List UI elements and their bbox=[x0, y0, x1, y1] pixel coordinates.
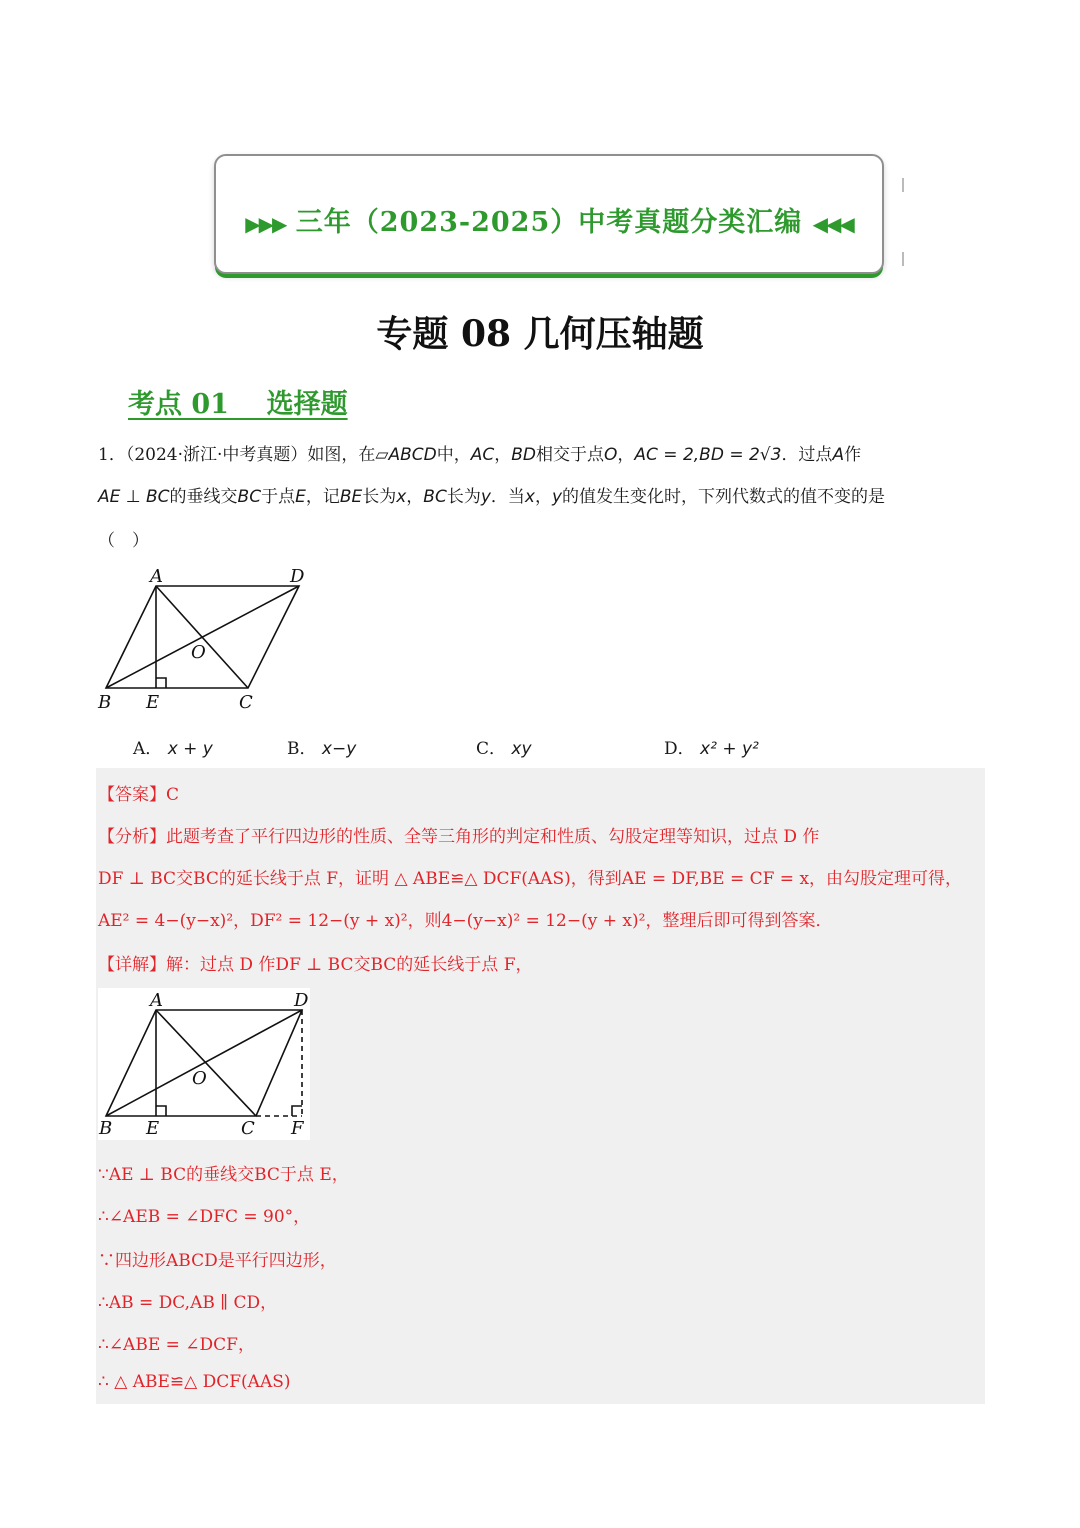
step-5: ∴∠ABE = ∠DCF， bbox=[98, 1335, 255, 1355]
option-c[interactable] bbox=[476, 734, 532, 759]
text: 长为 bbox=[446, 487, 481, 507]
question-source: （2024·浙江·中考真题）如图，在 bbox=[125, 445, 376, 465]
label-d: D bbox=[294, 990, 309, 1011]
analysis-line-1 bbox=[98, 822, 819, 847]
detail-line-1 bbox=[98, 950, 533, 975]
math: AC bbox=[470, 445, 495, 465]
option-letter: A． bbox=[133, 739, 163, 759]
math: y bbox=[480, 487, 491, 507]
label-a: A bbox=[150, 990, 163, 1011]
label-o: O bbox=[191, 642, 206, 663]
option-letter: C． bbox=[476, 739, 507, 759]
section-heading: 考点 01 选择题 bbox=[128, 389, 348, 420]
step-6: ∴ △ ABE≌△ DCF(AAS) bbox=[98, 1372, 291, 1392]
text: ， bbox=[617, 445, 635, 465]
label-d: D bbox=[290, 566, 305, 587]
math: O bbox=[604, 445, 618, 465]
question-line-1 bbox=[98, 440, 861, 465]
label-a: A bbox=[150, 566, 163, 587]
step-3: ∵四边形ABCD是平行四边形， bbox=[98, 1251, 337, 1271]
answer-tag: 【答案】 bbox=[98, 785, 166, 805]
analysis-text: 此题考查了平行四边形的性质、全等三角形的判定和性质、勾股定理等知识，过点 D 作 bbox=[166, 827, 820, 847]
left-arrows-icon: ▶▶▶ bbox=[245, 212, 286, 236]
detail-tag: 【详解】 bbox=[98, 955, 166, 975]
math: AE ⊥ BC bbox=[98, 487, 170, 507]
math: BE bbox=[339, 487, 363, 507]
text: ．过点 bbox=[781, 445, 833, 465]
step-2: ∴∠AEB = ∠DFC = 90°， bbox=[98, 1207, 311, 1227]
question-line-2 bbox=[98, 482, 885, 507]
analysis-tag: 【分析】 bbox=[98, 827, 166, 847]
option-expr: x + y bbox=[167, 739, 213, 759]
detail-text: 解：过点 D 作DF ⊥ BC交BC的延长线于点 F， bbox=[166, 955, 533, 975]
answer-bracket: （ ） bbox=[98, 531, 149, 551]
label-o: O bbox=[192, 1068, 207, 1089]
math: BC bbox=[237, 487, 262, 507]
text: 于点 bbox=[261, 487, 296, 507]
page-title: 专题 08 几何压轴题 bbox=[376, 313, 704, 355]
banner-text bbox=[216, 200, 882, 239]
text: ， bbox=[494, 445, 512, 465]
option-b[interactable] bbox=[287, 734, 356, 759]
math: BC bbox=[423, 487, 447, 507]
answer-value: C bbox=[166, 785, 180, 805]
banner-title: 三年（2023-2025）中考真题分类汇编 bbox=[295, 207, 803, 238]
text: 作 bbox=[844, 445, 862, 465]
right-angle-mark bbox=[156, 678, 166, 688]
text: 长为 bbox=[362, 487, 397, 507]
label-b: B bbox=[98, 692, 112, 713]
math: x bbox=[524, 487, 535, 507]
text: 的值发生变化时，下列代数式的值不变的是 bbox=[562, 487, 886, 507]
math: E bbox=[295, 487, 306, 507]
margin-tick bbox=[902, 252, 904, 266]
option-expr: xy bbox=[511, 739, 532, 759]
label-c: C bbox=[241, 1118, 255, 1139]
option-letter: B． bbox=[287, 739, 317, 759]
analysis-line-3: AE² = 4−(y−x)²，DF² = 12−(y + x)²，则4−(y−x)² = 12−(y + x)²，整理后即可得到答案． bbox=[98, 911, 833, 931]
right-arrows-icon: ◀◀◀ bbox=[812, 212, 853, 236]
step-1: ∵AE ⊥ BC的垂线交BC于点 E， bbox=[98, 1165, 349, 1185]
label-f: F bbox=[291, 1118, 304, 1139]
text: 相交于点 bbox=[536, 445, 604, 465]
margin-tick bbox=[902, 178, 904, 192]
text: 中， bbox=[436, 445, 471, 465]
math: AC = 2,BD = 2√3 bbox=[634, 445, 782, 465]
header-banner bbox=[214, 154, 884, 274]
label-e: E bbox=[146, 692, 160, 713]
math: ▱ABCD bbox=[375, 445, 437, 465]
text: ．当 bbox=[490, 487, 525, 507]
parallelogram-figure-with-f bbox=[98, 988, 312, 1140]
option-expr: x−y bbox=[321, 739, 357, 759]
math: BD bbox=[511, 445, 536, 465]
analysis-line-2: DF ⊥ BC交BC的延长线于点 F，证明 △ ABE≌△ DCF(AAS)，得到AE = DF,BE = CF = x，由勾股定理可得， bbox=[98, 869, 963, 889]
option-expr: x² + y² bbox=[700, 739, 759, 759]
answer-line bbox=[98, 780, 179, 805]
text: ，记 bbox=[305, 487, 340, 507]
math: A bbox=[832, 445, 845, 465]
option-d[interactable] bbox=[664, 734, 759, 759]
math: x bbox=[396, 487, 407, 507]
math: y bbox=[551, 487, 563, 507]
label-e: E bbox=[146, 1118, 160, 1139]
parallelogram-figure bbox=[96, 564, 316, 714]
text: 的垂线交 bbox=[169, 487, 238, 507]
option-a[interactable] bbox=[133, 734, 213, 759]
text: ， bbox=[406, 487, 424, 507]
step-4: ∴AB = DC,AB ∥ CD， bbox=[98, 1293, 278, 1313]
question-number: 1． bbox=[98, 445, 126, 465]
text: ， bbox=[534, 487, 552, 507]
diagonal-bd bbox=[106, 586, 299, 688]
label-b: B bbox=[99, 1118, 113, 1139]
label-c: C bbox=[239, 692, 253, 713]
option-letter: D． bbox=[664, 739, 695, 759]
